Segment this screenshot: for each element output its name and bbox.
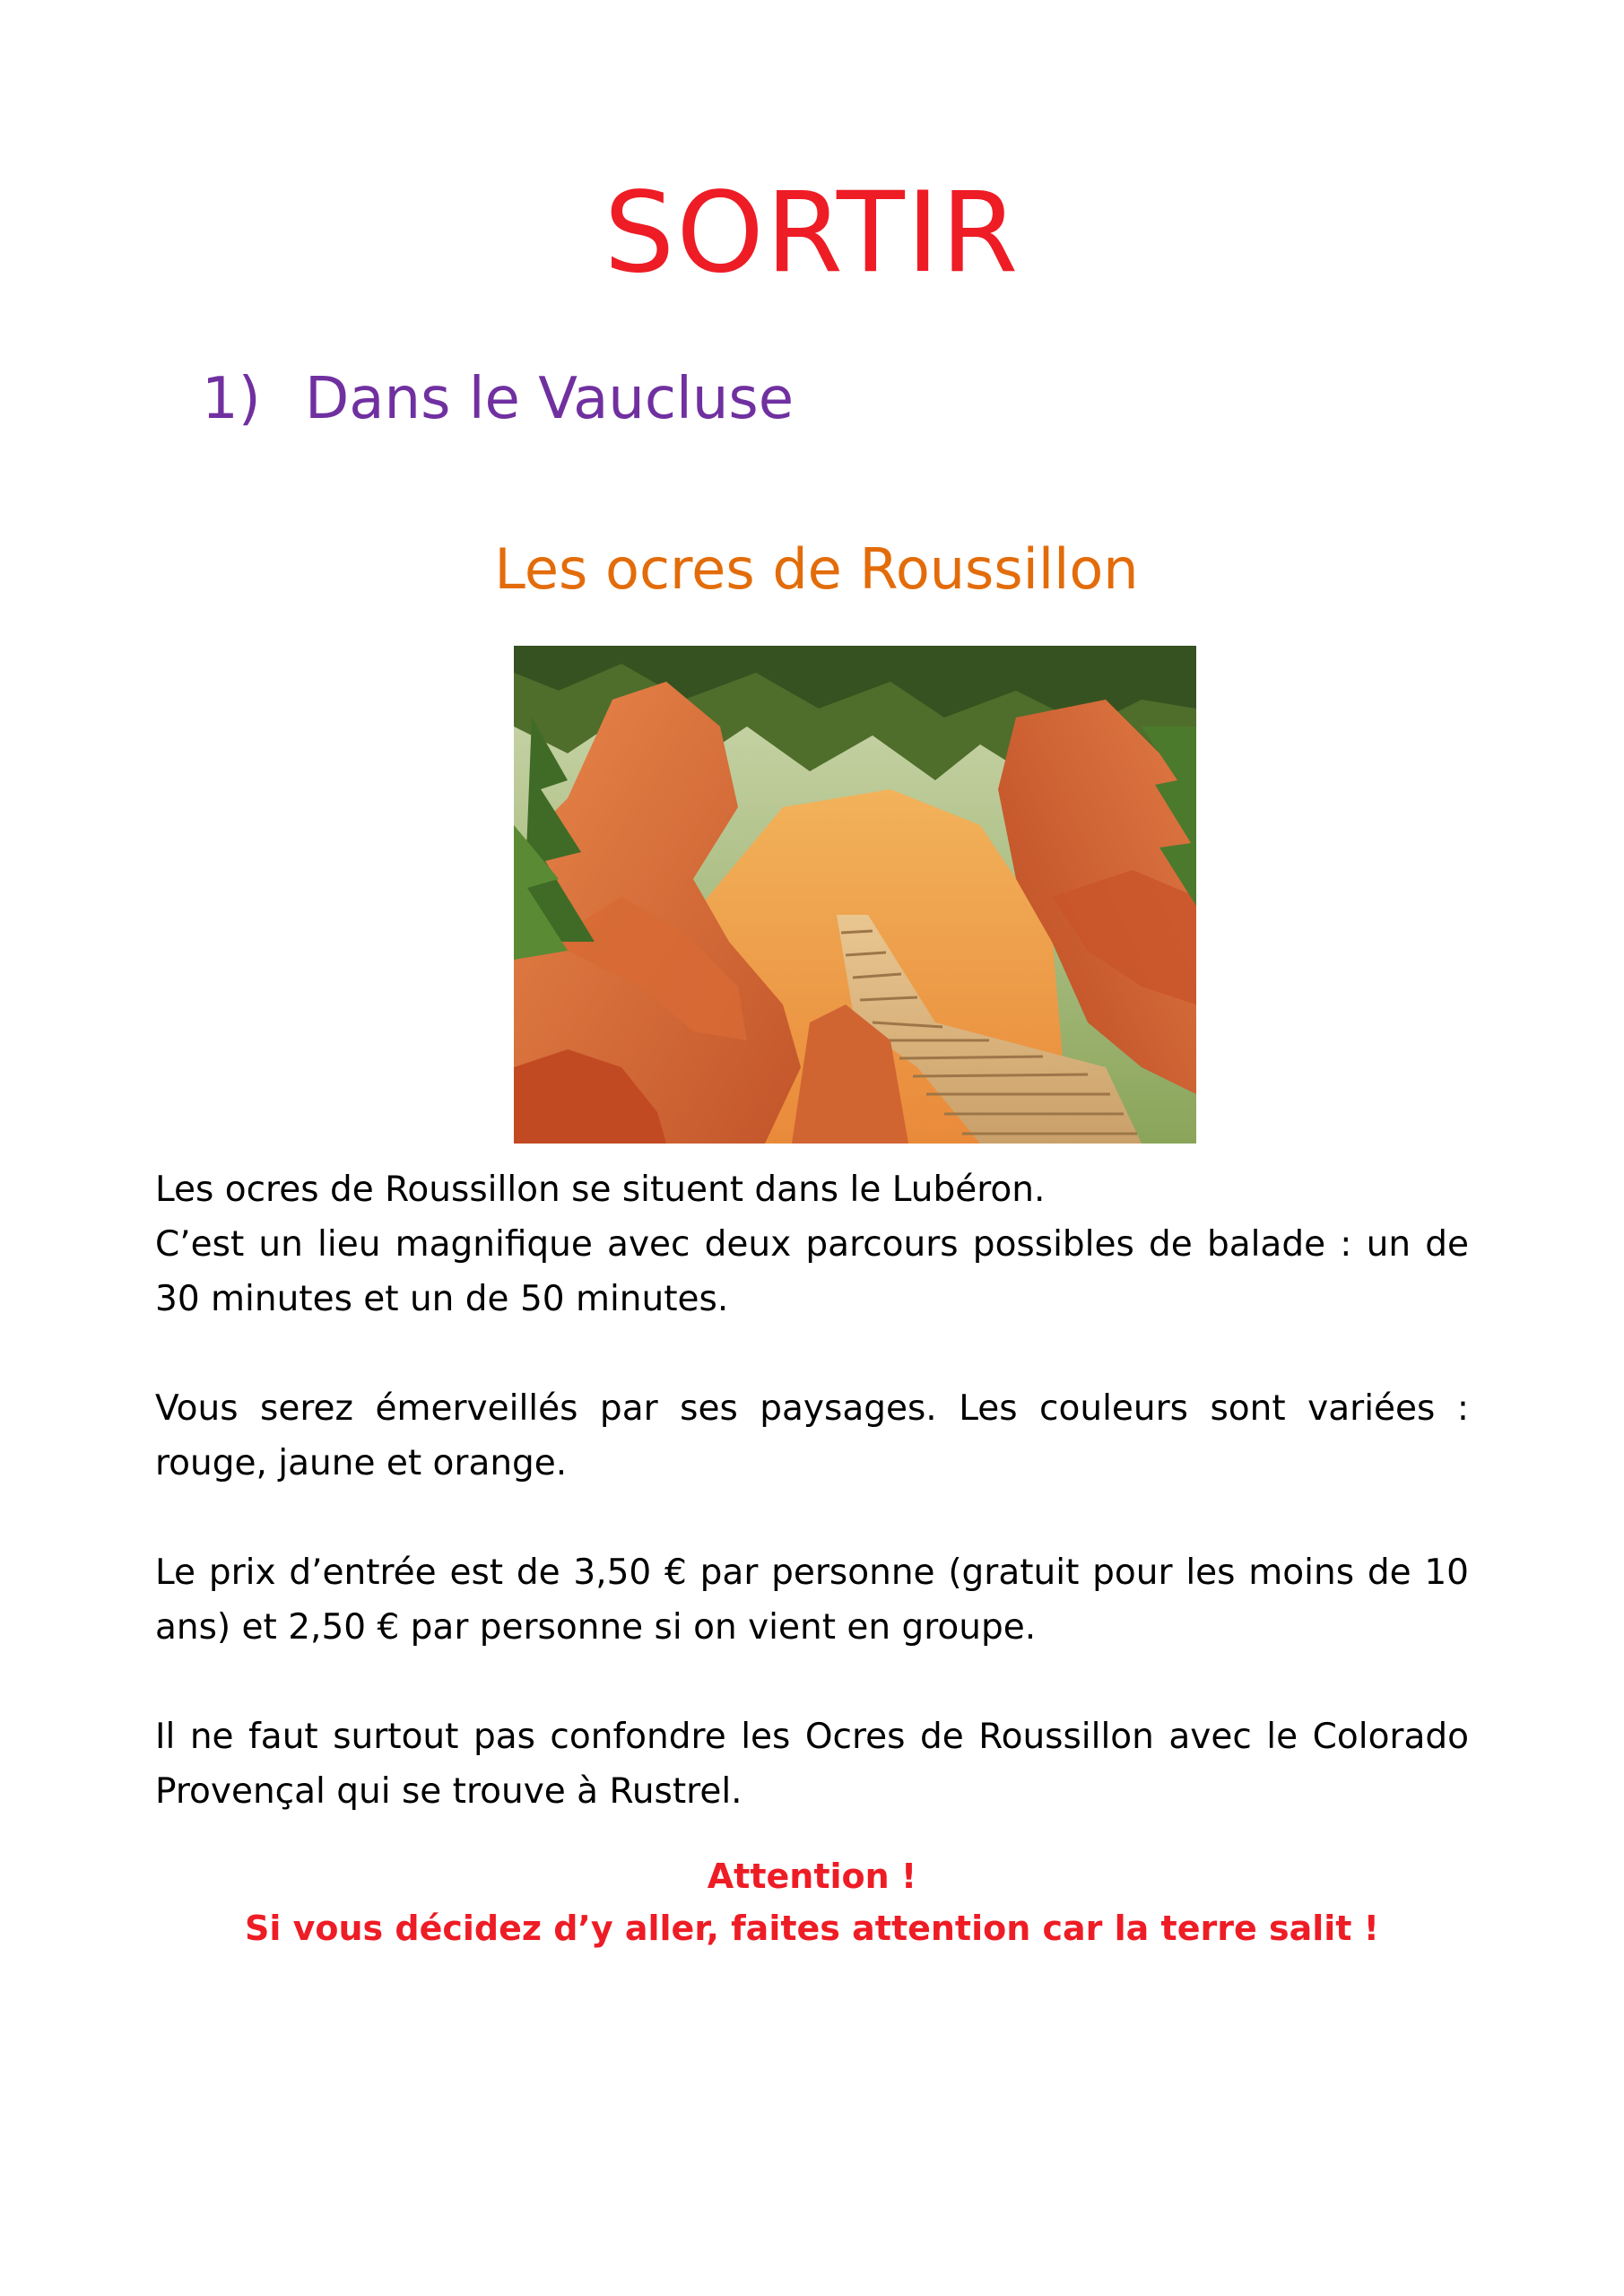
warning-title: Attention ! xyxy=(707,1857,917,1896)
warning-block xyxy=(0,1850,1624,1954)
section-heading-text: Dans le Vaucluse xyxy=(305,366,795,432)
section-heading xyxy=(202,359,794,439)
ochre-cliffs-boardwalk-illustration xyxy=(514,646,1196,1144)
body-text xyxy=(155,1162,1469,1874)
paragraph-location-line2: C’est un lieu magnifique avec deux parcours possibles de balade : un de 30 minutes et un de 50 minutes. xyxy=(155,1224,1469,1319)
subtitle: Les ocres de Roussillon xyxy=(494,536,1139,602)
paragraph-colorado: Il ne faut surtout pas confondre les Ocres de Roussillon avec le Colorado Provençal qui se trouve à Rustrel. xyxy=(155,1717,1469,1812)
warning-text: Si vous décidez d’y aller, faites attention car la terre salit ! xyxy=(244,1909,1380,1948)
paragraph-landscapes: Vous serez émerveillés par ses paysages. Les couleurs sont variées : rouge, jaune et orange. xyxy=(155,1388,1469,1483)
section-number: 1) xyxy=(202,366,261,432)
paragraph-location xyxy=(155,1162,1469,1326)
ochre-cliffs-photo xyxy=(514,646,1196,1144)
paragraph-location-line1: Les ocres de Roussillon se situent dans le Lubéron. xyxy=(155,1170,1046,1210)
page-title: SORTIR xyxy=(604,169,1020,298)
paragraph-prices: Le prix d’entrée est de 3,50 € par personne (gratuit pour les moins de 10 ans) et 2,50 € par personne si on vient en groupe. xyxy=(155,1552,1469,1648)
